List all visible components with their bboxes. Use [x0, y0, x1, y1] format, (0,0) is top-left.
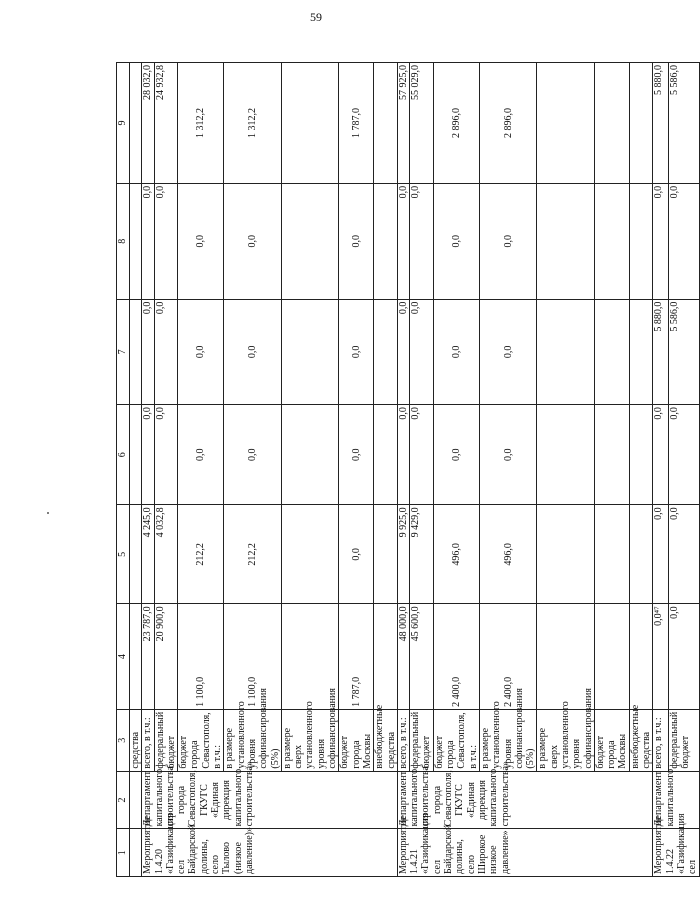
value-cell: 4 245,0 [142, 505, 154, 604]
value-cell: 0,0 [154, 299, 178, 404]
value-cell: 212,2 [224, 505, 281, 604]
value-cell: 0,0 [154, 405, 178, 505]
value-cell: 0,0 [653, 505, 669, 604]
value-cell: 0,0⁴⁷ [653, 604, 669, 709]
header-cell: 8 [117, 183, 130, 299]
value-cell: 0,0 [178, 299, 224, 404]
value-cell: 0,0 [410, 183, 434, 299]
value-cell: 0,0 [669, 405, 699, 505]
value-cell: 0,0 [178, 405, 224, 505]
source-cell: внебюджетные средства [629, 709, 653, 771]
header-cell: 1 [117, 829, 130, 877]
source-cell: бюджет города Москвы [339, 709, 374, 771]
value-cell: 2 400,0 [433, 604, 479, 709]
value-cell: 496,0 [433, 505, 479, 604]
source-cell: бюджет города Москвы [594, 709, 629, 771]
page-number: 59 [310, 10, 322, 24]
table-row [130, 63, 142, 877]
header-cell: 6 [117, 405, 130, 505]
value-cell: 5 586,0 [669, 299, 699, 404]
value-cell: 0,0 [339, 299, 374, 404]
value-cell: 24 932,8 [154, 63, 178, 184]
source-cell: федеральный бюджет [410, 709, 434, 771]
value-cell: 0,0 [142, 405, 154, 505]
value-cell: 5 586,0 [669, 63, 699, 184]
value-cell: 0,0 [224, 183, 281, 299]
table-row [142, 63, 154, 877]
value-cell: 0,0 [154, 183, 178, 299]
table-row [629, 63, 653, 877]
header-row [117, 63, 130, 877]
value-cell: 1 787,0 [339, 63, 374, 184]
source-cell: в размере сверх установленного уровня софинансирования [281, 709, 338, 771]
value-cell: 48 000,0 [397, 604, 409, 709]
value-cell: 0,0 [479, 299, 536, 404]
executor-name: Департамент капитального строительства города Севастополя, ГКУГС «Единая дирекция капитального строительства» [142, 771, 398, 829]
source-cell: всего, в т.ч.: [397, 709, 409, 771]
table-row [537, 63, 594, 877]
table-row [224, 63, 281, 877]
table-row [594, 63, 629, 877]
value-cell: 0,0 [397, 299, 409, 404]
value-cell: 9 925,0 [397, 505, 409, 604]
table-row [410, 63, 434, 877]
header-cell: 7 [117, 299, 130, 404]
value-cell: 2 896,0 [479, 63, 536, 184]
value-cell: 1 787,0 [339, 604, 374, 709]
value-cell: 55 029,0 [410, 63, 434, 184]
value-cell: 2 896,0 [433, 63, 479, 184]
header-cell: 9 [117, 63, 130, 184]
value-cell: 5 880,0 [653, 299, 669, 404]
value-cell: 0,0 [479, 405, 536, 505]
table-row [479, 63, 536, 877]
value-cell: 5 880,0 [653, 63, 669, 184]
value-cell: 0,0 [339, 505, 374, 604]
table-row [281, 63, 338, 877]
value-cell: 23 787,0 [142, 604, 154, 709]
value-cell: 0,0 [178, 183, 224, 299]
source-cell: всего, в т.ч.: [653, 709, 669, 771]
value-cell: 0,0 [410, 299, 434, 404]
value-cell: 0,0 [339, 405, 374, 505]
measure-name: Мероприятие 1.4.20 «Газификация сел Байдарской долины, село Тылово (низкое давление)» [142, 829, 398, 877]
value-cell: 0,0 [433, 299, 479, 404]
table-row [154, 63, 178, 877]
value-cell: 0,0 [339, 183, 374, 299]
value-cell: 0,0 [433, 183, 479, 299]
value-cell: 0,0 [479, 183, 536, 299]
table-row [374, 63, 398, 877]
value-cell: 0,0 [669, 183, 699, 299]
table-row [178, 63, 224, 877]
value-cell: 0,0 [142, 299, 154, 404]
table-row [339, 63, 374, 877]
table-row [397, 63, 409, 877]
executor-name: Департамент капитального [653, 771, 699, 829]
value-cell: 0,0 [653, 183, 669, 299]
source-cell: бюджет города Севастополя, в т.ч.: [433, 709, 479, 771]
header-cell: 4 [117, 604, 130, 709]
value-cell: 1 100,0 [178, 604, 224, 709]
value-cell: 0,0 [653, 405, 669, 505]
value-cell: 2 400,0 [479, 604, 536, 709]
header-cell: 3 [117, 709, 130, 771]
value-cell: 0,0 [410, 405, 434, 505]
source-cell: средства [130, 709, 142, 771]
source-cell: внебюджетные средства [374, 709, 398, 771]
budget-table [116, 62, 700, 877]
value-cell: 0,0 [669, 505, 699, 604]
value-cell: 1 312,2 [224, 63, 281, 184]
value-cell: 0,0 [669, 604, 699, 709]
value-cell: 0,0 [433, 405, 479, 505]
source-cell: федеральный бюджет [669, 709, 699, 771]
value-cell: 0,0 [142, 183, 154, 299]
value-cell: 57 925,0 [397, 63, 409, 184]
value-cell: 9 429,0 [410, 505, 434, 604]
measure-name: Мероприятие 1.4.21 «Газификация сел Байдарской долины, село Широкое низкое давление» [397, 829, 653, 877]
value-cell: 0,0 [397, 183, 409, 299]
source-cell: федеральный бюджет [154, 709, 178, 771]
rotated-table-wrapper [116, 62, 699, 877]
value-cell: 1 100,0 [224, 604, 281, 709]
value-cell: 28 032,0 [142, 63, 154, 184]
source-cell: всего, в т.ч.: [142, 709, 154, 771]
scan-speck [47, 512, 49, 514]
measure-name: Мероприятие 1.4.22 «Газификация сел [653, 829, 699, 877]
source-cell: в размере установленного уровня софинансирования (5%) [479, 709, 536, 771]
value-cell: 0,0 [397, 405, 409, 505]
value-cell: 45 600,0 [410, 604, 434, 709]
value-cell: 0,0 [224, 405, 281, 505]
source-cell: в размере установленного уровня софинансирования (5%) [224, 709, 281, 771]
header-cell: 5 [117, 505, 130, 604]
value-cell: 212,2 [178, 505, 224, 604]
value-cell: 0,0 [224, 299, 281, 404]
table-row [669, 63, 699, 877]
table-row [433, 63, 479, 877]
value-cell: 496,0 [479, 505, 536, 604]
source-cell: в размере сверх установленного уровня софинансирования [537, 709, 594, 771]
executor-name: Департамент капитального строительства города Севастополя, ГКУГС «Единая дирекция капитального строительства» [397, 771, 653, 829]
value-cell: 4 032,8 [154, 505, 178, 604]
value-cell: 20 900,0 [154, 604, 178, 709]
table-row [653, 63, 669, 877]
value-cell: 1 312,2 [178, 63, 224, 184]
header-cell: 2 [117, 771, 130, 829]
source-cell: бюджет города Севастополя, в т.ч.: [178, 709, 224, 771]
